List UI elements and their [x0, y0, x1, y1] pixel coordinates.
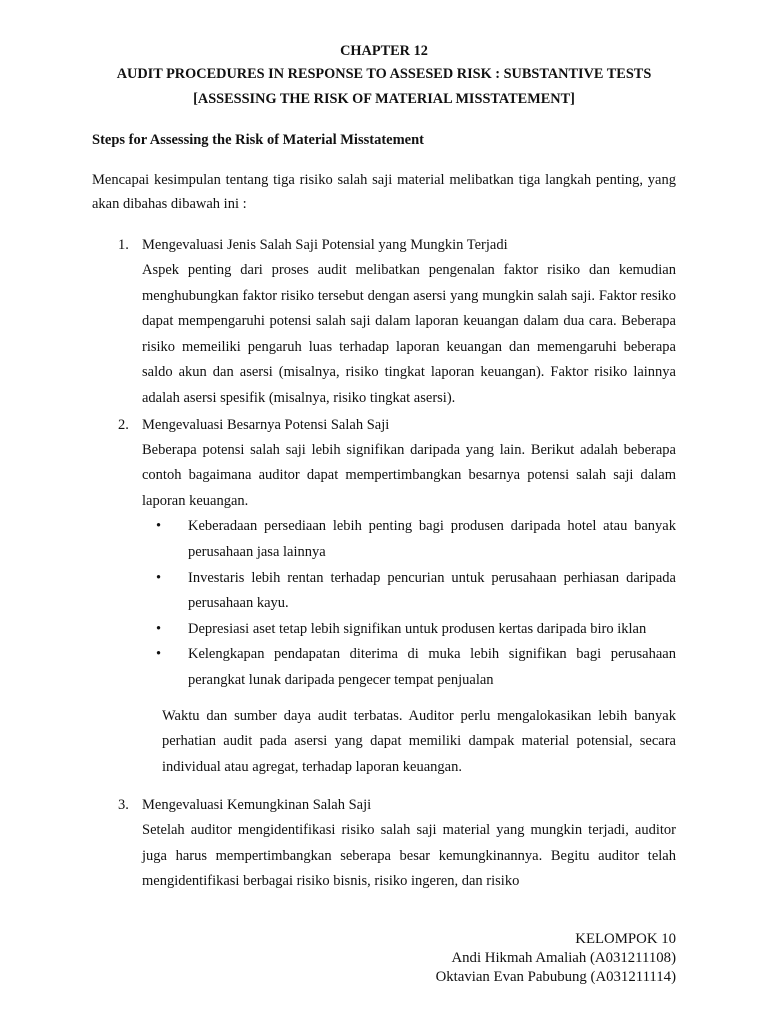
- step-1: [92, 232, 676, 412]
- bullet-text: Investaris lebih rentan terhadap pencurian untuk perusahaan perhiasan daripada perusahaan kayu.: [188, 569, 676, 612]
- bullet-icon: •: [156, 569, 162, 586]
- bullet-text: Depresiasi aset tetap lebih signifikan untuk produsen kertas daripada biro iklan: [188, 620, 647, 637]
- chapter-title: AUDIT PROCEDURES IN RESPONSE TO ASSESED RISK : SUBSTANTIVE TESTS: [116, 66, 652, 82]
- bullet-item: [142, 617, 676, 643]
- bullet-item: [142, 514, 676, 565]
- group-label: KELOMPOK 10: [575, 931, 676, 947]
- step-body: Aspek penting dari proses audit melibatkan pengenalan faktor risiko dan kemudian menghubungkan faktor risiko tersebut dengan asersi yang mungkin salah saji. Faktor resiko dapat mempengaruhi potensi salah saji dalam laporan keuangan dalam dua cara. Beberapa risiko memeiliki pengaruh luas terhadap laporan keuangan dan memengaruhi beberapa saldo akun dan asersi (misalnya, risiko tingkat laporan keuangan). Faktor risiko lainnya adalah asersi spesifik (misalnya, risiko tingkat asersi).: [142, 262, 676, 406]
- bullet-list: [142, 514, 676, 693]
- footer-authors: [436, 930, 676, 987]
- chapter-number: CHAPTER 12: [340, 43, 428, 59]
- step-title: Mengevaluasi Jenis Salah Saji Potensial yang Mungkin Terjadi: [142, 237, 508, 253]
- step-body: Beberapa potensi salah saji lebih signifikan daripada yang lain. Berikut adalah beberapa contoh bagaimana auditor dapat mempertimbangkan besarnya potensi salah saji dalam laporan keuangan.: [142, 441, 676, 509]
- step-number: 3.: [118, 797, 129, 814]
- step-closing-paragraph: Waktu dan sumber daya audit terbatas. Auditor perlu mengalokasikan lebih banyak perhatian audit pada asersi yang dapat memiliki dampak material potensial, secara individual atau agregat, terhadap laporan keuangan.: [162, 707, 676, 775]
- step-3: [92, 792, 676, 895]
- bullet-icon: •: [156, 620, 162, 637]
- intro-paragraph: Mencapai kesimpulan tentang tiga risiko salah saji material melibatkan tiga langkah penting, yang akan dibahas dibawah ini :: [92, 172, 676, 212]
- bullet-item: [142, 642, 676, 693]
- chapter-heading: [92, 40, 676, 111]
- author-1: Andi Hikmah Amaliah (A031211108): [451, 950, 676, 966]
- step-title: Mengevaluasi Besarnya Potensi Salah Saji: [142, 416, 390, 433]
- steps-list: [92, 232, 676, 895]
- step-title: Mengevaluasi Kemungkinan Salah Saji: [142, 797, 372, 814]
- step-number: 2.: [118, 416, 129, 433]
- step-body: Setelah auditor mengidentifikasi risiko salah saji material yang mungkin terjadi, auditor juga harus mempertimbangkan seberapa besar kemungkinannya. Begitu auditor telah mengidentifikasi berbagai risiko bisnis, risiko ingeren, dan risiko: [142, 822, 676, 890]
- bullet-icon: •: [156, 518, 162, 535]
- author-2: Oktavian Evan Pabubung (A031211114): [435, 969, 676, 985]
- bullet-text: Keberadaan persediaan lebih penting bagi produsen daripada hotel atau banyak perusahaan jasa lainnya: [188, 518, 676, 560]
- chapter-subtitle: [ASSESSING THE RISK OF MATERIAL MISSTATEMENT]: [193, 91, 575, 107]
- document-page: [92, 40, 676, 895]
- bullet-icon: •: [156, 646, 162, 663]
- bullet-item: [142, 566, 676, 617]
- step-number: 1.: [118, 237, 129, 253]
- section-title: Steps for Assessing the Risk of Material Misstatement: [92, 132, 424, 148]
- step-2: [92, 412, 676, 781]
- bullet-text: Kelengkapan pendapatan diterima di muka lebih signifikan bagi perusahaan perangkat lunak daripada pengecer tempat penjualan: [188, 646, 676, 688]
